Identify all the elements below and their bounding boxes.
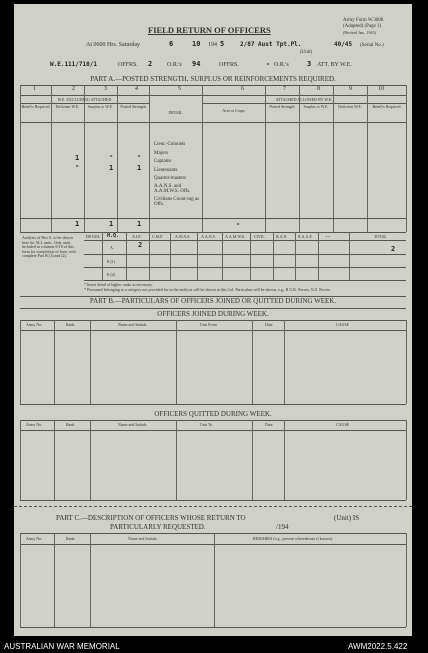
we-suffix: ATT. BY W.E. (317, 62, 352, 68)
unit-name: 2/87 Aust Tpt.Pl. (240, 41, 302, 48)
part-a-title: PART A.—POSTED STRENGTH, SURPLUS OR REINFORCEMENTS REQUIRED. (90, 75, 336, 83)
joined-title: OFFICERS JOINED DURING WEEK. (157, 310, 269, 318)
date-line-prefix: At 0600 Hrs. Saturday (86, 42, 140, 48)
document-page: Army Form W.3008 (Adapted) (Page 1) (Revised Jan., 1943) FIELD RETURN OF OFFICERS At 0600 Hrs. Saturday 6 10 194 5 2/87 Aust Tpt.Pl. (Unit) 40/45 (Serial No.) W.E.111/710/1 2 OFFRS. 94 O.R.'s - OFFRS. O.R.'s 3 ATT. BY W.E. PART A.—POSTED STRENGTH, SURPLUS OR REINFORCEMENTS REQUIRED. 1 2 3 4 5 6 7 8 9 10 W.E. EXCLUDING ATTACHED ATTACHED ALLOWED BY W.E. Reinf'ts Required Deficient W.E. Surplus to W.E. Posted Strength DETAIL Arm or Corps Posted Strength Surplus to W.E. Deficient W.E. Reinf'ts Required Lieut.-Colonels Majors Captains Lieutenants Quarter-masters A.A.N.S. and A.A.M.W.S. Offs. Civilians Count-ing as Offs. 1 - - - 1 1 1 1 1 - Analysis of Part A. to be shown here for ALL units. Only units included in columns 6-10 of this form for completion of form with complete Part B.(1) and (2). DETAIL H.Q. A.I.F. C.M.F. A.W.A.S. A.A.N.S. A.A.M.W.S. CIVIL R.A.N. R.A.A.F. • • TOTAL A. E.(1) E.(2) 2 2 * Insert detail of higher ranks as necessary. * Personnel belonging to a category not provided for in the analysis will be shown in this Col. Particulars will be shown, e.g., R U.K. Forces, N.Z. Forces. PART B.—PARTICULARS OF OFFICERS JOINED OR QUITTED DURING WEEK. OFFICERS JOINED DURING WEEK. Army No. Rank Name and Initials Unit From Date CAUSE OFFICERS QUITTED DURING WEEK. Army No. Rank Name and Initials Unit To Date CAUSE PART C.—DESCRIPTION OF OFFICERS WHOSE RETURN TO (Unit) IS PARTICULARLY REQUESTED. /194 Army No. Rank Name and Initials REMARKS (e.g., present whereabouts if known). (14, 4, 412, 636)
part-c-title-unit: (Unit) IS (334, 514, 360, 522)
analysis-note: Analysis of Part A. to be shown here for ALL units. Only units included in columns 6-10 of this form for completion of form with complete Part B.(1) and (2). (22, 235, 76, 258)
we-or-count: 94 (192, 60, 201, 68)
footnote-2: * Personnel belonging to a category not provided for in the analysis will be shown in this Col. Particulars will be shown, e.g., R U.K. Forces, N.Z. Forces. (84, 287, 331, 292)
date-year: 5 (220, 40, 225, 48)
joined-cols: Army No. Rank Name and Initials Unit From Date CAUSE (26, 322, 350, 327)
col-numbers-row: 1 2 3 4 5 6 7 8 9 10 (33, 86, 384, 92)
form-title: FIELD RETURN OF OFFICERS (148, 25, 271, 35)
footer-right: AWM2022.5.422 (348, 642, 408, 651)
we-offrs2: - (266, 60, 271, 68)
serial-label: (Serial No.) (360, 43, 384, 48)
we-or-label: O.R.'s (167, 62, 182, 68)
date-year-prefix: 194 (208, 42, 217, 48)
form-id: Army Form W.3008 (Adapted) (Page 1) (Revised Jan., 1943) (343, 18, 384, 35)
we-reference: W.E.111/710/1 (50, 61, 97, 68)
part-c-title-1: PART C.—DESCRIPTION OF OFFICERS WHOSE RETURN TO (56, 514, 246, 522)
part-c-title-date: /194 (276, 523, 289, 531)
we-or2-label: O.R.'s (274, 62, 289, 68)
serial-number: 40/45 (334, 41, 353, 48)
unit-label: (Unit) (300, 50, 313, 55)
date-month: 10 (192, 40, 201, 48)
we-or2: 3 (307, 60, 312, 68)
quitted-cols: Army No. Rank Name and Initials Unit To Date CAUSE (26, 422, 350, 427)
attached-header: ATTACHED ALLOWED BY W.E. (275, 97, 333, 102)
date-day: 6 (169, 40, 174, 48)
part-c-title-2: PARTICULARLY REQUESTED. (110, 523, 206, 531)
footer-left: AUSTRALIAN WAR MEMORIAL (4, 642, 120, 651)
we-offrs-count: 2 (148, 60, 153, 68)
analysis-table: DETAIL H.Q. A.I.F. C.M.F. A.W.A.S. A.A.N.S. A.A.M.W.S. CIVIL R.A.N. R.A.A.F. • • TOTAL A. E.(1) E.(2) 2 2 (86, 233, 396, 277)
detail-rows: Lieut.-Colonels Majors Captains Lieutenants Quarter-masters A.A.N.S. and A.A.M.W.S. Offs. Civilians Count-ing as Offs. (154, 142, 199, 207)
we-offrs2-label: OFFRS. (219, 62, 239, 68)
we-offrs-label: OFFRS. (118, 62, 138, 68)
part-b-title: PART B.—PARTICULARS OF OFFICERS JOINED OR QUITTED DURING WEEK. (89, 297, 337, 305)
we-excl-header: W.E. EXCLUDING ATTACHED (57, 97, 112, 102)
archive-footer (0, 640, 428, 653)
footnote-1: * Insert detail of higher ranks as necessary. (84, 282, 153, 287)
part-c-cols: Army No. Rank Name and Initials REMARKS (e.g., present whereabouts if known). (26, 536, 333, 541)
quitted-title: OFFICERS QUITTED DURING WEEK. (154, 410, 272, 418)
